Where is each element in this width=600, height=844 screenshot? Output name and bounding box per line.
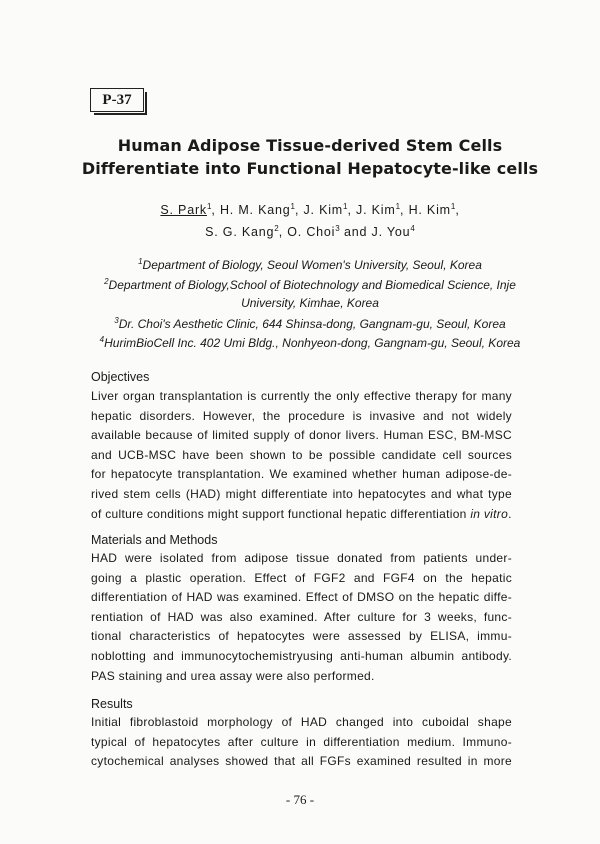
title-line-2: Differentiate into Functional Hepatocyte-like cells	[81, 159, 539, 178]
page-number: - 76 -	[285, 792, 315, 807]
author-name: J. Kim	[356, 203, 396, 218]
poster-id: P-37	[102, 91, 132, 108]
affiliation-2: $^2$Department of Biology,School of Biotechnology and Biomedical Science, Inje	[104, 277, 516, 292]
author-name: J. You	[371, 225, 411, 240]
affiliation-3: $^3$Dr. Choi's Aesthetic Clinic, 644 Shinsa-dong, Gangnam-gu, Seoul, Korea	[114, 316, 506, 331]
author-name: H. M. Kang	[219, 203, 291, 218]
presenting-author: S. Park	[160, 203, 207, 218]
author-name: O. Choi	[287, 225, 336, 240]
section-body-methods: HAD were isolated from adipose tissue donated from patients under- going a plastic operation. Effect of FGF2 and FGF4 on the hepatic differentiation of HAD was examined. Effect of DMSO on the hepatic diffe- rentiation of HAD was also examined. After culture for 3 weeks, func- tional characteristics of hepatocytes were assessed by ELISA, immu- noblotting and immunocytochemistryusing anti-human albumin antibody. PAS staining and urea assay were also performed.	[91, 551, 512, 683]
affiliation-2-cont: University, Kimhae, Korea	[241, 296, 379, 310]
authors-and: and	[344, 225, 368, 240]
section-heading-methods: Materials and Methods	[91, 533, 218, 547]
author-line-2: S. G. Kang$^2$, O. Choi$^3$ and J. You$^4$	[205, 224, 415, 240]
author-name: S. G. Kang	[205, 225, 275, 240]
section-heading-objectives: Objectives	[91, 370, 150, 384]
affiliation-1: $^1$Department of Biology, Seoul Women's University, Seoul, Korea	[138, 257, 482, 272]
title-line-1: Human Adipose Tissue-derived Stem Cells	[117, 136, 503, 155]
poster-id-box	[90, 88, 144, 112]
author-line-1: S. Park$^1$, H. M. Kang$^1$, J. Kim$^1$, J. Kim$^1$, H. Kim$^1$,	[160, 202, 460, 218]
author-name: H. Kim	[408, 203, 451, 218]
section-body-results: Initial fibroblastoid morphology of HAD changed into cuboidal shape typical of hepatocytes after culture in differentiation medium. Immuno- cytochemical analyses showed that all FGFs examined resulted in more	[91, 715, 512, 769]
section-body-objectives: Liver organ transplantation is currently the only effective therapy for many hepatic disorders. However, the procedure is invasive and not widely available because of limited supply of donor livers. Human ESC, BM-MSC and UCB-MSC have been shown to be possible candidate cell sources for hepatocyte transplantation. We examined whether human adipose-de- rived stem cells (HAD) might differentiate into hepatocytes and what type of culture conditions might support functional hepatic differentiation in vitro.	[91, 389, 512, 521]
affiliation-4: $^4$HurimBioCell Inc. 402 Umi Bldg., Nonhyeon-dong, Gangnam-gu, Seoul, Korea	[99, 335, 521, 350]
author-name: J. Kim	[303, 203, 344, 218]
section-heading-results: Results	[91, 697, 133, 711]
